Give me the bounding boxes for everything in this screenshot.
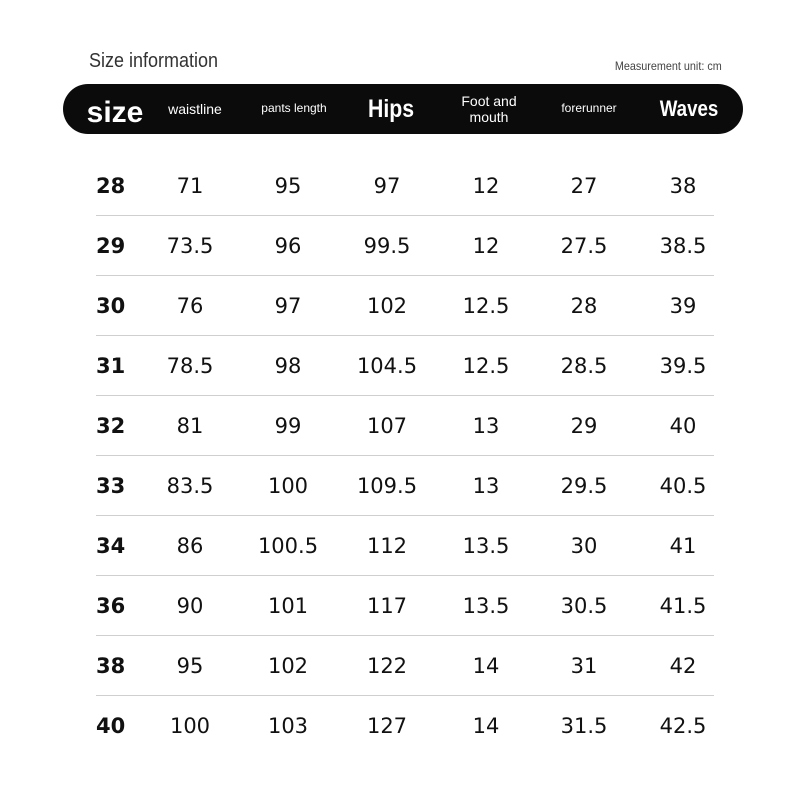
- cell-foot-and-mouth: 13: [472, 414, 500, 438]
- header-hips: Hips: [367, 94, 415, 123]
- cell-size: 32: [96, 414, 126, 438]
- cell-forerunner: 31: [570, 654, 598, 678]
- cell-waistline: 86: [176, 534, 204, 558]
- header-pants-length: pants length: [261, 101, 327, 116]
- cell-waves: 41.5: [659, 594, 707, 618]
- cell-pants-length: 96: [274, 234, 302, 258]
- cell-pants-length: 100.5: [257, 534, 319, 558]
- cell-pants-length: 95: [274, 174, 302, 198]
- cell-waves: 41: [669, 534, 697, 558]
- cell-foot-and-mouth: 14: [472, 714, 500, 738]
- table-row: [96, 696, 714, 756]
- cell-waistline: 78.5: [166, 354, 214, 378]
- cell-size: 29: [96, 234, 126, 258]
- cell-forerunner: 27: [570, 174, 598, 198]
- header-size: size: [86, 95, 144, 129]
- cell-size: 34: [96, 534, 126, 558]
- header-foot-line2: mouth: [469, 109, 509, 125]
- cell-forerunner: 29.5: [560, 474, 608, 498]
- cell-waistline: 73.5: [166, 234, 214, 258]
- cell-forerunner: 27.5: [560, 234, 608, 258]
- cell-waves: 40.5: [659, 474, 707, 498]
- header-foot-line1: Foot and: [461, 92, 517, 109]
- cell-hips: 99.5: [363, 234, 411, 258]
- cell-waves: 38: [669, 174, 697, 198]
- table-row: [96, 636, 714, 696]
- cell-forerunner: 28.5: [560, 354, 608, 378]
- cell-foot-and-mouth: 12.5: [462, 294, 510, 318]
- cell-size: 31: [96, 354, 126, 378]
- cell-foot-and-mouth: 13.5: [462, 534, 510, 558]
- cell-size: 38: [96, 654, 126, 678]
- cell-foot-and-mouth: 13.5: [462, 594, 510, 618]
- cell-hips: 112: [366, 534, 408, 558]
- cell-pants-length: 101: [267, 594, 309, 618]
- header-foot-and-mouth: [461, 84, 516, 134]
- cell-size: 40: [96, 714, 126, 738]
- header-waistline: waistline: [168, 100, 222, 117]
- cell-hips: 127: [366, 714, 408, 738]
- cell-hips: 117: [366, 594, 408, 618]
- table-header: [63, 84, 743, 134]
- cell-foot-and-mouth: 12.5: [462, 354, 510, 378]
- table-row: [96, 216, 714, 276]
- cell-waistline: 100: [169, 714, 211, 738]
- cell-waves: 39.5: [659, 354, 707, 378]
- cell-waves: 42: [669, 654, 697, 678]
- cell-hips: 107: [366, 414, 408, 438]
- cell-forerunner: 29: [570, 414, 598, 438]
- table-row: [96, 456, 714, 516]
- cell-waves: 42.5: [659, 714, 707, 738]
- table-row: [96, 156, 714, 216]
- cell-waves: 39: [669, 294, 697, 318]
- table-row: [96, 276, 714, 336]
- cell-foot-and-mouth: 13: [472, 474, 500, 498]
- cell-size: 33: [96, 474, 126, 498]
- cell-waistline: 95: [176, 654, 204, 678]
- cell-waistline: 83.5: [166, 474, 214, 498]
- cell-foot-and-mouth: 12: [472, 234, 500, 258]
- table-row: [96, 336, 714, 396]
- cell-waistline: 71: [176, 174, 204, 198]
- cell-forerunner: 28: [570, 294, 598, 318]
- cell-size: 30: [96, 294, 126, 318]
- table-row: [96, 576, 714, 636]
- cell-forerunner: 30: [570, 534, 598, 558]
- cell-pants-length: 97: [274, 294, 302, 318]
- measurement-unit-label: Measurement unit: cm: [615, 59, 722, 73]
- cell-pants-length: 98: [274, 354, 302, 378]
- cell-pants-length: 99: [274, 414, 302, 438]
- cell-forerunner: 31.5: [560, 714, 608, 738]
- cell-hips: 102: [366, 294, 408, 318]
- cell-pants-length: 103: [267, 714, 309, 738]
- cell-hips: 104.5: [356, 354, 418, 378]
- cell-waistline: 81: [176, 414, 204, 438]
- cell-size: 36: [96, 594, 126, 618]
- cell-hips: 109.5: [356, 474, 418, 498]
- cell-waves: 40: [669, 414, 697, 438]
- cell-waves: 38.5: [659, 234, 707, 258]
- cell-foot-and-mouth: 12: [472, 174, 500, 198]
- cell-foot-and-mouth: 14: [472, 654, 500, 678]
- header-waves: Waves: [659, 96, 719, 122]
- header-forerunner: forerunner: [561, 101, 617, 116]
- cell-pants-length: 102: [267, 654, 309, 678]
- table-row: [96, 516, 714, 576]
- cell-size: 28: [96, 174, 126, 198]
- page-title: Size information: [89, 50, 219, 72]
- cell-waistline: 90: [176, 594, 204, 618]
- table-row: [96, 396, 714, 456]
- cell-forerunner: 30.5: [560, 594, 608, 618]
- cell-hips: 122: [366, 654, 408, 678]
- cell-waistline: 76: [176, 294, 204, 318]
- cell-hips: 97: [373, 174, 401, 198]
- cell-pants-length: 100: [267, 474, 309, 498]
